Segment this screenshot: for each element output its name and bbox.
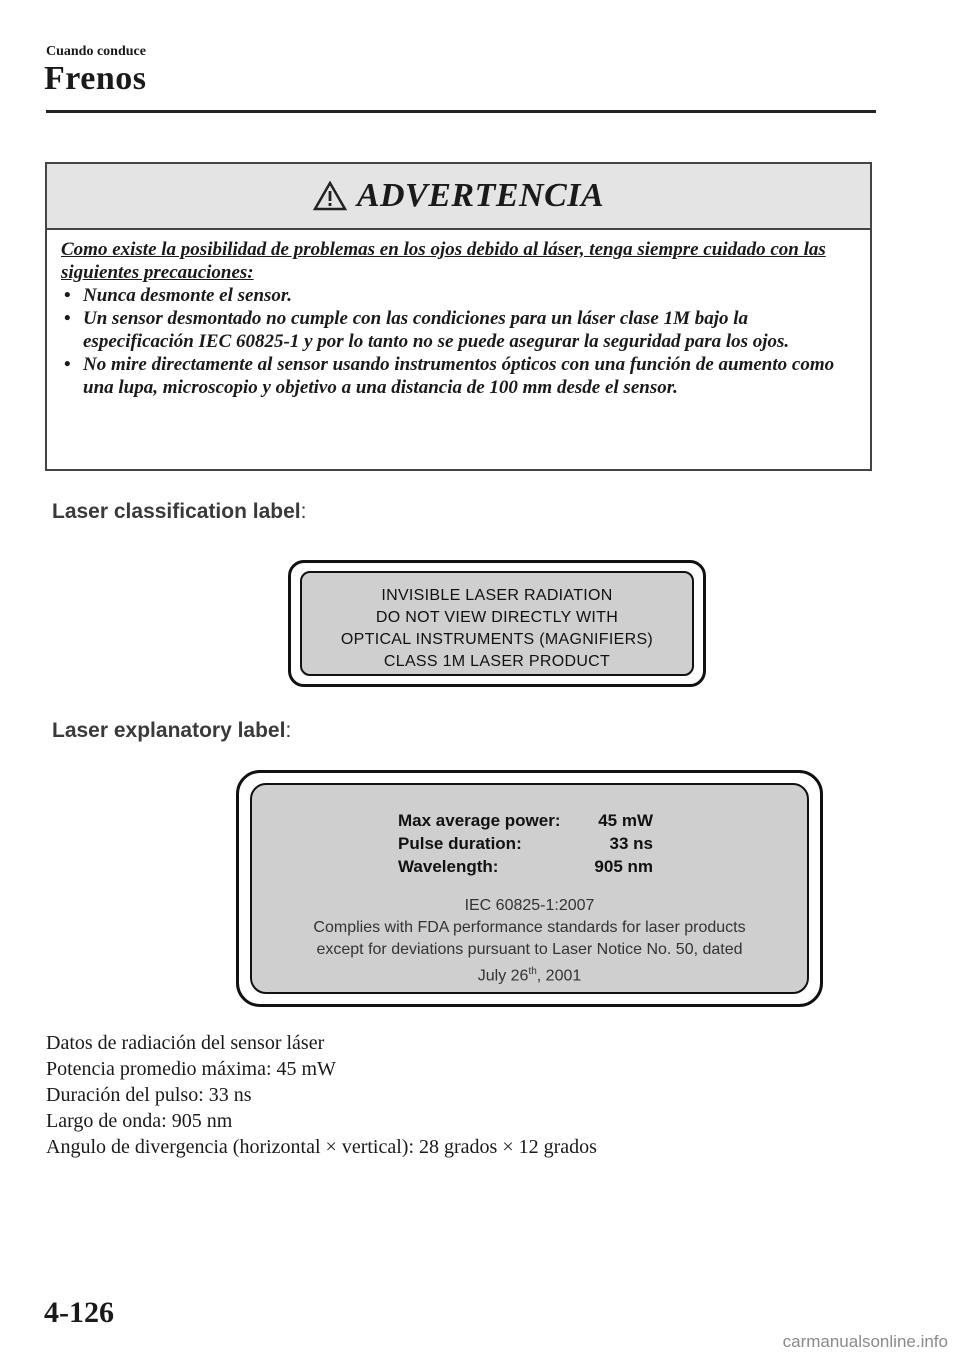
- radiation-data-line: Largo de onda: 905 nm: [46, 1110, 233, 1132]
- warning-list: [61, 284, 856, 399]
- watermark: carmanualsonline.info: [782, 1332, 948, 1351]
- explanatory-label-plate: [236, 770, 823, 1007]
- warning-triangle-icon: [313, 181, 347, 211]
- spec-row: Pulse duration: 33 ns: [398, 834, 653, 853]
- warning-item: • Nunca desmonte el sensor.: [61, 284, 856, 307]
- page-number: 4-126: [44, 1296, 114, 1329]
- explanatory-specs: [398, 809, 653, 878]
- spec-row: Wavelength: 905 nm: [398, 857, 653, 876]
- warning-intro: Como existe la posibilidad de problemas en los ojos debido al láser, tenga siempre cuidado con las siguientes precauciones:: [61, 239, 826, 283]
- explanatory-label-caption: Laser explanatory label:: [52, 719, 292, 742]
- classification-label-caption: Laser classification label:: [52, 500, 307, 523]
- warning-header: [47, 164, 870, 230]
- radiation-data-line: Datos de radiación del sensor láser: [46, 1032, 325, 1054]
- chapter-title: Frenos: [44, 60, 147, 97]
- classification-label-text: INVISIBLE LASER RADIATION DO NOT VIEW DIRECTLY WITH OPTICAL INSTRUMENTS (MAGNIFIERS) CLASS 1M LASER PRODUCT: [340, 587, 654, 670]
- radiation-data: [46, 1030, 597, 1160]
- warning-item: • No mire directamente al sensor usando instrumentos ópticos con una función de aumento como una lupa, microscopio y objetivo a una distancia de 100 mm desde el sensor.: [61, 353, 856, 399]
- explanatory-compliance: IEC 60825-1:2007 Complies with FDA performance standards for laser products except for deviations pursuant to Laser Notice No. 50, dated July 26th, 2001: [313, 897, 746, 985]
- header-rule: [46, 110, 876, 113]
- warning-item: • Un sensor desmontado no cumple con las condiciones para un láser clase 1M bajo la especificación IEC 60825-1 y por lo tanto no se puede asegurar la seguridad para los ojos.: [61, 307, 856, 353]
- section-title: Cuando conduce: [46, 44, 146, 59]
- spec-row: Max average power: 45 mW: [398, 811, 653, 830]
- warning-title: ADVERTENCIA: [356, 177, 605, 214]
- warning-body: [47, 230, 870, 399]
- warning-box: [45, 162, 872, 471]
- radiation-data-line: Angulo de divergencia (horizontal × vertical): 28 grados × 12 grados: [46, 1136, 597, 1158]
- radiation-data-line: Duración del pulso: 33 ns: [46, 1084, 252, 1106]
- radiation-data-line: Potencia promedio máxima: 45 mW: [46, 1058, 336, 1080]
- classification-label-plate: [288, 560, 706, 687]
